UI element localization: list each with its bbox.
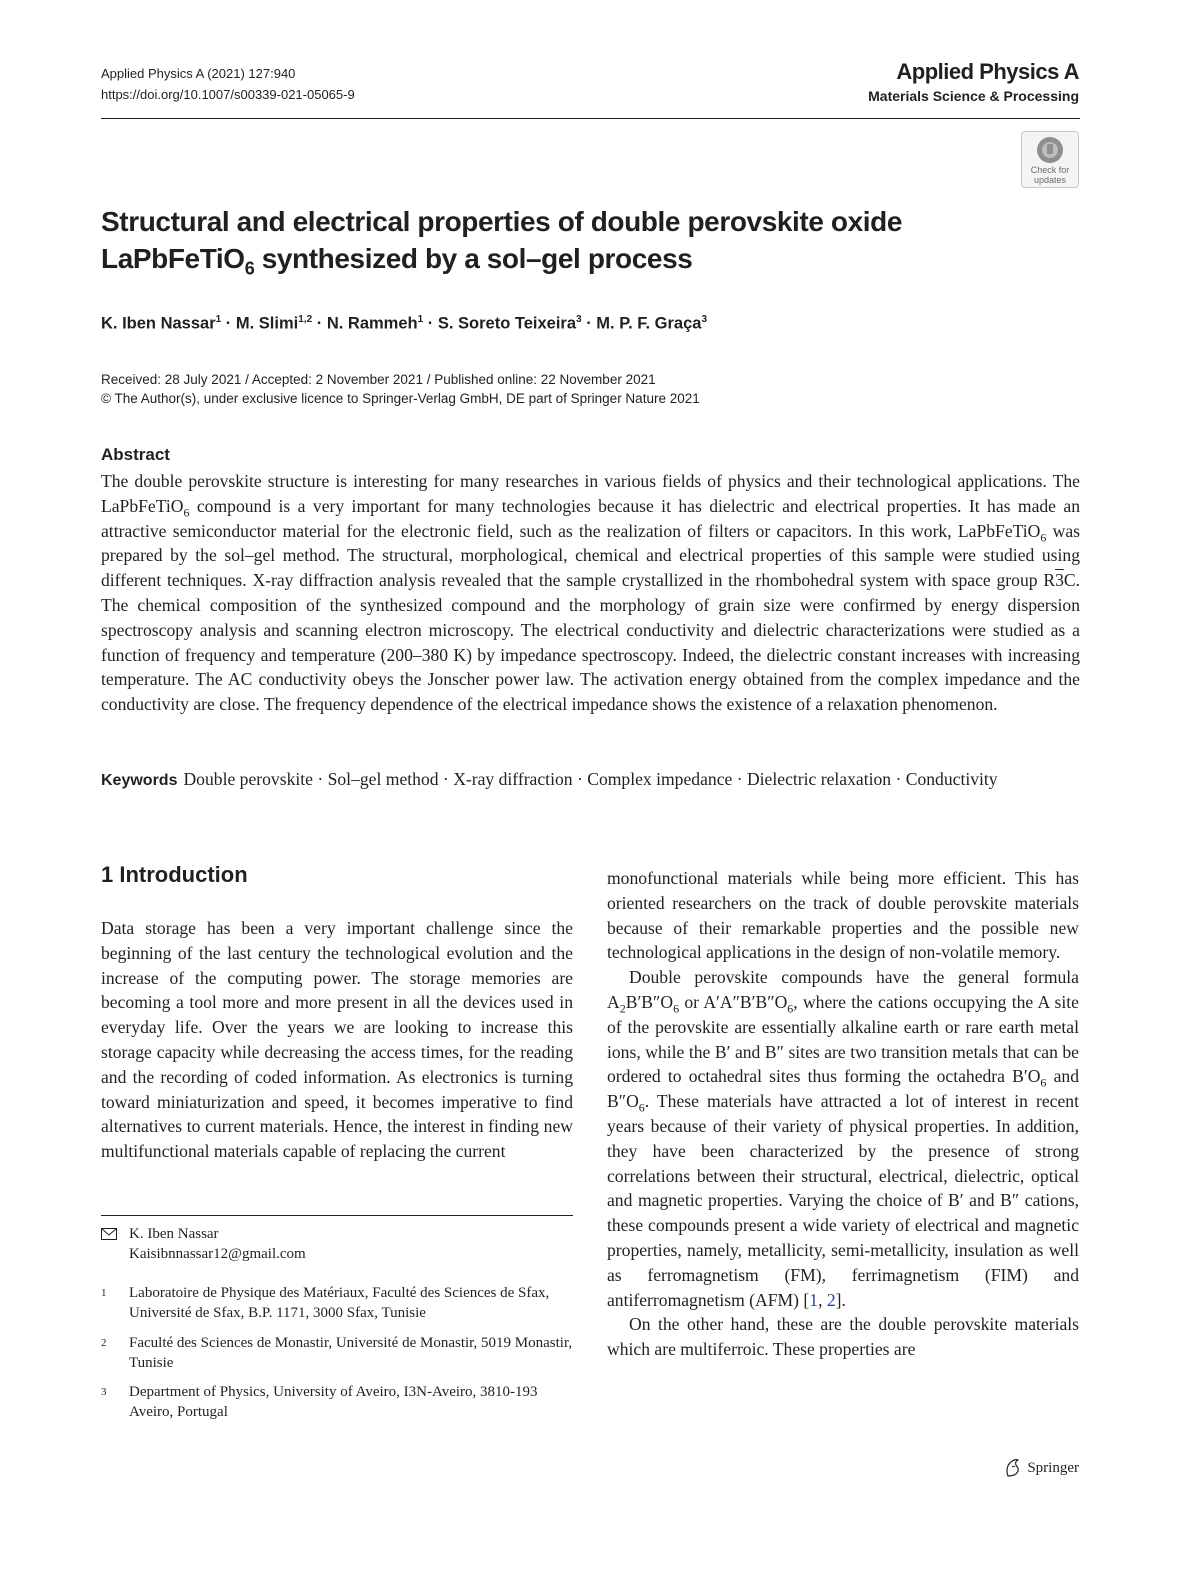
update-icon <box>1036 136 1064 164</box>
keywords-list: Double perovskite · Sol–gel method · X-ray diffraction · Complex impedance · Dielectric relaxation · Conductivity <box>183 769 998 789</box>
text-run: or A′A″B′B″O <box>679 991 788 1012</box>
reference-link[interactable]: 1 <box>809 1289 819 1310</box>
formula-subscript: 2 <box>619 1001 626 1016</box>
abstract-text: The double perovskite structure is interesting for many researches in various fields of physics and their technological applications. The LaPbFeTiO <box>101 471 1080 516</box>
affiliation-2 <box>101 1333 573 1373</box>
abstract-text: C. The chemical composition of the synthesized compound and the morphology of grain size were confirmed by energy dispersion spectroscopy analysis and scanning electron microscopy. The electrical conductivity and dielectric characterizations were studied as a function of frequency and temperature (200–380 K) by impedance spectroscopy. Indeed, the dielectric constant increases with increasing temperature. The AC conductivity obeys the Jonscher power law. The activation energy obtained from the complex impedance and the conductivity are close. The frequency dependence of the electrical impedance shows the existence of a relaxation phenomenon. <box>101 570 1080 715</box>
title-subscript: 6 <box>244 258 255 279</box>
paragraph: On the other hand, these are the double perovskite materials which are multiferroic. These properties are <box>607 1314 1079 1360</box>
author-separator: · <box>316 314 327 333</box>
affiliation-3 <box>101 1382 573 1422</box>
body-column-left <box>101 916 573 1164</box>
abstract-body <box>101 469 1080 717</box>
paragraph <box>607 965 1079 1312</box>
paragraph: Data storage has been a very important challenge since the beginning of the last century the technological evolution and the increase of the computing power. The storage memories are becoming a tool more and more present in all the devices used in everyday life. Over the years we are looking to increase this storage capacity while decreasing the access times, for the reading and the recording of coded information. As electronics is turning toward miniaturization and speed, it becomes imperative to find alternatives to current materials. Hence, the interest in finding new multifunctional materials capable of replacing the current <box>101 918 573 1162</box>
author-name[interactable]: K. Iben Nassar <box>101 314 216 333</box>
affiliation-text: Laboratoire de Physique des Matériaux, Faculté des Sciences de Sfax, Université de Sfax, B.P. 1171, 3000 Sfax, Tunisie <box>129 1285 550 1321</box>
title-line-2-formula: LaPbFeTiO <box>101 243 245 274</box>
badge-line-2: updates <box>1033 175 1067 185</box>
article-title <box>101 203 1061 288</box>
author-affiliation: 3 <box>701 314 708 325</box>
author-name[interactable]: M. P. F. Graça <box>596 314 702 333</box>
publication-history <box>101 370 700 408</box>
abstract-heading: Abstract <box>101 445 170 464</box>
author-separator: · <box>586 314 597 333</box>
badge-text <box>1022 165 1078 185</box>
author-separator: · <box>427 314 438 333</box>
affiliation-1 <box>101 1283 573 1323</box>
title-line-2-rest: synthesized by a sol–gel process <box>254 243 693 274</box>
author-list <box>101 308 707 336</box>
header-divider <box>101 118 1080 119</box>
springer-horse-icon <box>1004 1458 1022 1478</box>
corresponding-name: K. Iben Nassar <box>129 1226 219 1242</box>
author-affiliation: 1,2 <box>298 314 313 325</box>
check-for-updates-badge[interactable] <box>1021 131 1079 188</box>
keywords-label: Keywords <box>101 772 178 789</box>
affiliation-text: Department of Physics, University of Aveiro, I3N-Aveiro, 3810-193 Aveiro, Portugal <box>129 1384 538 1420</box>
text-run: . These materials have attracted a lot of interest in recent years because of their variety of physical properties. In addition, they have been characterized by the presence of strong correlations between their structural, electrical, dielectric, optical and magnetic properties. Varying the choice of B′ and B″ cations, these compounds present a wide variety of electrical and magnetic properties, namely, metallicity, semi-metallicity, insulation as well as ferromagnetism (FM), ferrimagnetism (FIM) and antiferromagnetism (AFM) [ <box>607 1091 1079 1310</box>
doi-link[interactable]: https://doi.org/10.1007/s00339-021-05065-9 <box>101 87 355 102</box>
badge-line-1: Check for <box>1030 165 1070 175</box>
section-heading: 1 Introduction <box>101 862 248 887</box>
affiliation-mark: 3 <box>101 1386 107 1398</box>
abstract-text: compound is a very important for many technologies because it has dielectric and electrical properties. It has made an attractive semiconductor material for the electronic field, such as the realization of filters or capacitors. In this work, LaPbFeTiO <box>101 495 1080 541</box>
text-run: and B″O <box>607 1066 1079 1112</box>
author-name[interactable]: S. Soreto Teixeira <box>437 314 577 333</box>
paragraph: monofunctional materials while being more efficient. This has oriented researchers on the track of double perovskite materials because of their remarkable properties and the possible new technological applications in the design of non-volatile memory. <box>607 868 1079 963</box>
affiliation-mark: 2 <box>101 1337 107 1349</box>
citation: Applied Physics A (2021) 127:940 <box>101 66 296 81</box>
formula-subscript: 6 <box>787 1001 794 1016</box>
journal-name: Applied Physics A <box>896 59 1079 84</box>
title-line-1: Structural and electrical properties of double perovskite oxide <box>101 206 903 237</box>
body-column-right <box>607 866 1079 1362</box>
text-run: ]. <box>835 1289 846 1310</box>
footnote-divider <box>101 1215 573 1216</box>
text-run: , where the cations occupying the A site of the perovskite are essentially alkaline earth or rare earth metal ions, while the B′ and B″ sites are two transition metals that can be ordered to octahedral sites thus forming the octahedra B′O <box>607 991 1079 1087</box>
abstract-text: was prepared by the sol–gel method. The structural, morphological, chemical and electrical properties of this sample were studied using different techniques. X-ray diffraction analysis revealed that the sample crystallized in the rhombohedral system with space group R <box>101 520 1080 591</box>
email-link[interactable]: Kaisibnnassar12@gmail.com <box>129 1246 306 1262</box>
text-run: Double perovskite compounds have the general formula A <box>607 967 1079 1012</box>
affiliation-mark: 1 <box>101 1287 107 1299</box>
corresponding-author <box>101 1224 573 1264</box>
formula-subscript: 6 <box>1040 530 1047 545</box>
journal-masthead <box>868 58 1079 106</box>
affiliation-text: Faculté des Sciences de Monastir, Université de Monastir, 5019 Monastir, Tunisie <box>129 1335 573 1371</box>
space-group-bar: 3 <box>1055 570 1064 591</box>
formula-subscript: 6 <box>673 1001 680 1016</box>
dates-line: Received: 28 July 2021 / Accepted: 2 November 2021 / Published online: 22 November 2021 <box>101 372 656 387</box>
formula-subscript: 6 <box>638 1100 645 1115</box>
author-affiliation: 1 <box>215 314 222 325</box>
author-separator: · <box>225 314 236 333</box>
reference-link[interactable]: 2 <box>826 1289 836 1310</box>
author-affiliation: 1 <box>417 314 424 325</box>
text-run: , <box>818 1289 827 1310</box>
running-header <box>101 63 355 105</box>
envelope-icon <box>101 1224 117 1247</box>
keywords <box>101 767 1001 794</box>
publisher-logo <box>1004 1458 1079 1478</box>
author-name[interactable]: N. Rammeh <box>326 314 418 333</box>
author-name[interactable]: M. Slimi <box>235 314 299 333</box>
text-run: B′B″O <box>625 991 674 1012</box>
formula-subscript: 6 <box>1040 1075 1047 1090</box>
author-affiliation: 3 <box>576 314 582 325</box>
copyright-line: © The Author(s), under exclusive licence to Springer-Verlag GmbH, DE part of Springer Nature 2021 <box>101 391 700 406</box>
journal-subtitle: Materials Science & Processing <box>868 88 1079 104</box>
publisher-name: Springer <box>1027 1459 1079 1476</box>
formula-subscript: 6 <box>183 505 190 520</box>
